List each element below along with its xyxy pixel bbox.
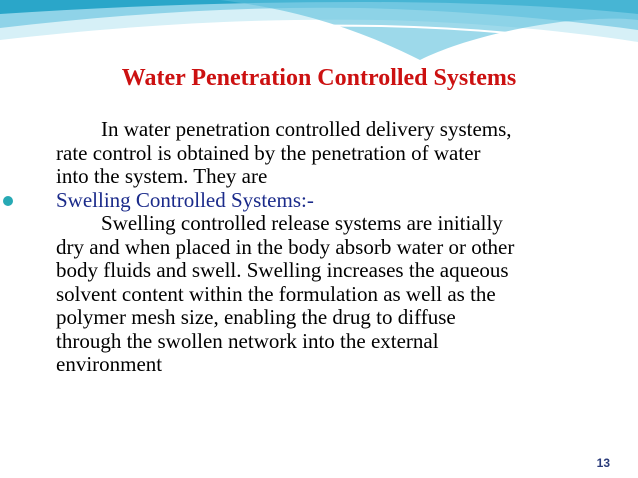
bullet-dot-icon	[3, 196, 13, 206]
detail-line: dry and when placed in the body absorb water or other	[56, 234, 515, 259]
bullet-item	[56, 189, 616, 213]
bullet-label: Swelling Controlled Systems:-	[56, 187, 314, 212]
detail-line: solvent content within the formulation as well as the	[56, 281, 496, 306]
page-number: 13	[596, 456, 610, 470]
intro-line: into the system. They are	[56, 164, 268, 188]
slide-body	[56, 118, 616, 377]
detail-line: environment	[56, 352, 163, 376]
slide-title: Water Penetration Controlled Systems	[121, 65, 517, 91]
header-wave-decoration	[0, 0, 638, 70]
detail-line: polymer mesh size, enabling the drug to diffuse	[56, 305, 456, 329]
intro-line: rate control is obtained by the penetration of water	[56, 140, 481, 165]
detail-line: through the swollen network into the external	[56, 328, 439, 353]
detail-line: Swelling controlled release systems are initially	[101, 211, 503, 235]
intro-line: In water penetration controlled delivery systems,	[101, 117, 512, 141]
detail-line: body fluids and swell. Swelling increases the aqueous	[56, 258, 509, 282]
